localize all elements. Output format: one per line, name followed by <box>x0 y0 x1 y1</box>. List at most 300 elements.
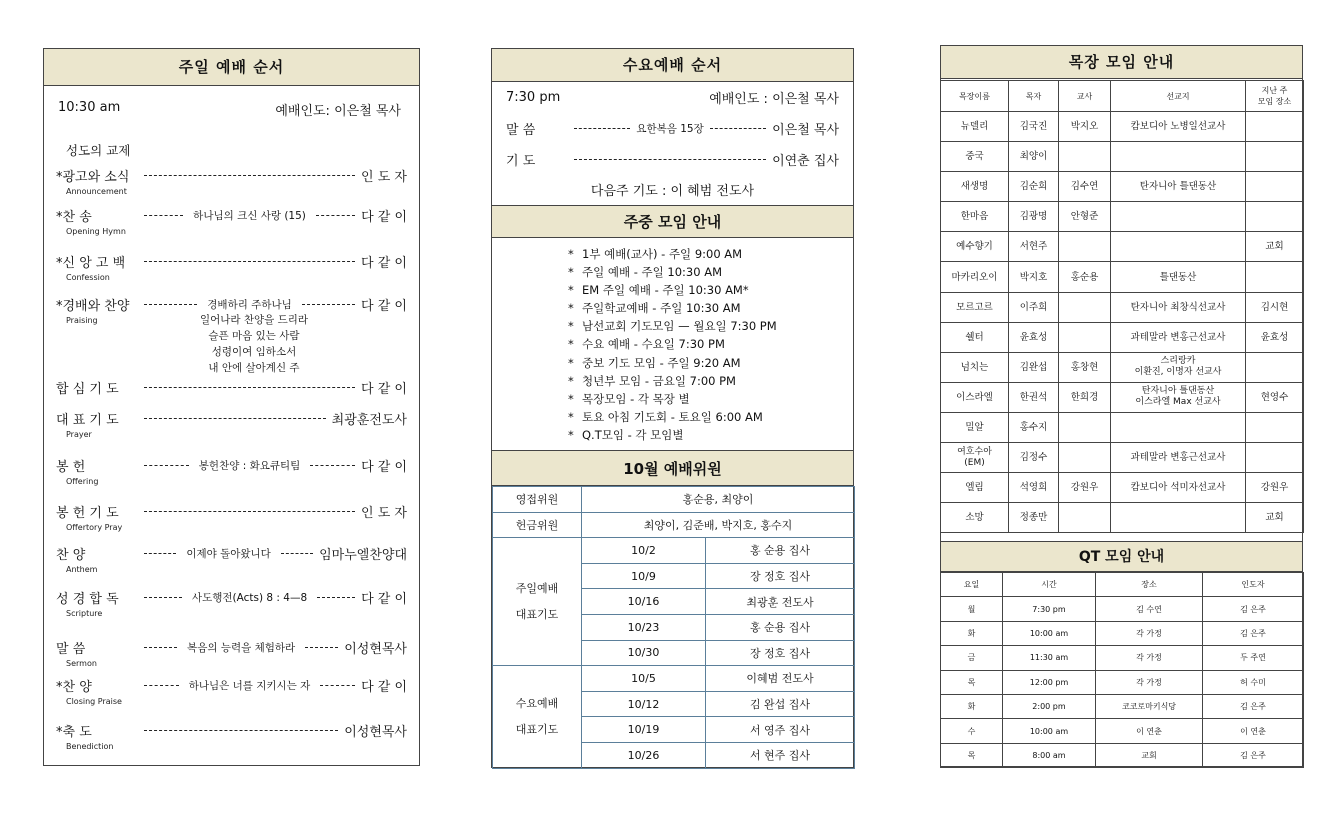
order-item-detail: 하나님은 너를 지키시는 자 <box>188 679 311 692</box>
place-cell: 각 가정 <box>1096 621 1203 645</box>
day-cell: 화 <box>941 621 1003 645</box>
order-item-english: Offertory Pray <box>66 523 123 532</box>
table-row <box>941 719 1304 743</box>
table-row <box>493 487 855 513</box>
mission-cell <box>1111 232 1246 262</box>
teacher-cell: 홍창현 <box>1059 352 1111 382</box>
header-cell: 교사 <box>1059 81 1111 112</box>
bullet-icon: * <box>568 355 574 370</box>
dotted-leader <box>144 418 326 419</box>
group-name-cell: 중국 <box>941 142 1009 172</box>
order-item-english: Prayer <box>66 430 92 439</box>
wednesday-prayer-person: 이연춘 집사 <box>772 154 839 169</box>
table-row <box>493 512 855 538</box>
order-item-name: 대 표 기 도 <box>56 412 119 428</box>
dotted-leader <box>144 387 355 388</box>
leader-cell: 윤효성 <box>1009 322 1059 352</box>
table-row <box>941 597 1304 621</box>
mission-cell: 틀댄동산 <box>1111 262 1246 292</box>
dotted-leader <box>144 261 355 262</box>
name-cell: 장 정호 집사 <box>706 563 855 589</box>
group-name-cell: 예수향기 <box>941 232 1009 262</box>
offering-label: 헌금위원 <box>493 512 582 538</box>
order-item-person: 이성현목사 <box>344 641 407 657</box>
leader-cell: 김 은주 <box>1203 621 1304 645</box>
mission-cell <box>1111 412 1246 442</box>
bullet-icon: * <box>568 265 574 280</box>
wednesday-prayer-row <box>506 150 839 169</box>
sunday-service-leader: 예배인도: 이은철 목사 <box>275 104 401 119</box>
leader-cell: 정종만 <box>1009 503 1059 533</box>
day-cell: 수 <box>941 719 1003 743</box>
wednesday-time: 7:30 pm <box>506 90 561 105</box>
day-cell: 목 <box>941 670 1003 694</box>
mission-cell: 탄자니아 최창식선교사 <box>1111 292 1246 322</box>
weekly-meeting-text: 주일 예배 - 주일 10:30 AM <box>582 265 723 280</box>
dotted-leader <box>574 128 630 129</box>
time-cell: 11:30 am <box>1003 646 1096 670</box>
offering-names: 최양이, 김준배, 박지호, 홍수지 <box>582 512 855 538</box>
weekly-meetings-list <box>568 245 777 444</box>
weekly-meeting-item <box>568 408 777 426</box>
wednesday-leader: 예배인도 : 이은철 목사 <box>709 92 839 107</box>
order-item-name: *신 앙 고 백 <box>56 255 126 271</box>
group-name-cell: 뉴델리 <box>941 112 1009 142</box>
mission-cell <box>1111 142 1246 172</box>
mission-cell <box>1111 382 1246 412</box>
leader-cell: 박지호 <box>1009 262 1059 292</box>
name-cell: 홍 순용 집사 <box>706 538 855 564</box>
bullet-icon: * <box>568 301 574 316</box>
group-name-cell: 모르고르 <box>941 292 1009 322</box>
sunday-service-title: 주일 예배 순서 <box>44 49 419 86</box>
wednesday-sermon-text: 요한복음 15장 <box>636 123 704 135</box>
weekly-meeting-text: 남선교회 기도모임 — 월요일 7:30 PM <box>582 319 777 334</box>
order-item-detail: 봉헌찬양 : 화요큐티팀 <box>198 459 301 472</box>
group-name-cell: 쉘터 <box>941 322 1009 352</box>
table-row <box>941 202 1304 232</box>
time-cell: 7:30 pm <box>1003 597 1096 621</box>
weekly-meeting-item <box>568 245 777 263</box>
weekly-meetings-title: 주중 모임 안내 <box>492 205 853 238</box>
cell-line: 탄자니아 틀댄동산 <box>1141 386 1215 397</box>
order-item-name: 말 씀 <box>56 641 86 657</box>
october-committee-title: 10월 예배위원 <box>492 450 853 486</box>
bullet-icon: * <box>568 319 574 334</box>
sunday-prayer-label <box>493 538 582 666</box>
header-cell-line: 지난 주 <box>1261 86 1288 95</box>
order-item <box>56 501 407 521</box>
dotted-leader <box>316 215 355 216</box>
order-item <box>56 294 407 314</box>
time-cell: 10:00 am <box>1003 621 1096 645</box>
table-row <box>941 232 1304 262</box>
teacher-cell: 김수연 <box>1059 172 1111 202</box>
group-name-cell: 한마음 <box>941 202 1009 232</box>
weekly-meeting-item <box>568 317 777 335</box>
group-name-cell: 넘치는 <box>941 352 1009 382</box>
leader-cell: 김국진 <box>1009 112 1059 142</box>
dotted-leader <box>144 685 179 686</box>
order-item-detail: 복음의 능력을 체험하라 <box>187 641 296 654</box>
day-cell: 월 <box>941 597 1003 621</box>
wednesday-prayer-label: 기 도 <box>506 154 536 169</box>
dotted-leader <box>317 597 355 598</box>
weekly-meeting-text: 주일학교예배 - 주일 10:30 AM <box>582 301 741 316</box>
place-cell <box>1246 172 1304 202</box>
date-cell: 10/2 <box>582 538 706 564</box>
day-cell: 금 <box>941 646 1003 670</box>
order-item-person: 이성현목사 <box>344 724 407 740</box>
group-name-cell: 이스라엘 <box>941 382 1009 412</box>
table-row <box>941 262 1304 292</box>
weekly-meeting-item <box>568 299 777 317</box>
order-item-detail: 경배하리 주하나님 <box>207 298 292 311</box>
mission-cell: 과테말라 변홍근선교사 <box>1111 443 1246 473</box>
weekly-meeting-item <box>568 335 777 353</box>
place-cell: 윤효성 <box>1246 322 1304 352</box>
time-cell: 2:00 pm <box>1003 694 1096 718</box>
place-cell <box>1246 202 1304 232</box>
table-row <box>941 443 1304 473</box>
order-item-person: 다 같 이 <box>361 298 407 314</box>
place-cell: 김 수연 <box>1096 597 1203 621</box>
order-item-english: Sermon <box>66 659 97 668</box>
dotted-leader <box>574 159 766 160</box>
order-item-person: 다 같 이 <box>361 591 408 607</box>
order-item-name: 성 경 합 독 <box>56 591 119 607</box>
mission-cell <box>1111 202 1246 232</box>
dotted-leader <box>144 730 338 731</box>
dotted-leader <box>281 553 313 554</box>
order-item-person: 다 같 이 <box>361 209 408 225</box>
order-item-english: Praising <box>66 316 98 325</box>
weekly-meeting-text: 토요 아침 기도회 - 토요일 6:00 AM <box>582 409 763 424</box>
table-row <box>941 670 1304 694</box>
order-item-name: *축 도 <box>56 724 92 740</box>
table-row <box>941 412 1304 442</box>
time-cell: 12:00 pm <box>1003 670 1096 694</box>
qt-title: QT 모임 안내 <box>941 541 1302 572</box>
order-item <box>56 251 407 271</box>
dotted-leader <box>144 553 176 554</box>
bullet-icon: * <box>568 391 574 406</box>
header-cell <box>1246 81 1304 112</box>
mission-cell: 캄보디아 석미자선교사 <box>1111 473 1246 503</box>
place-cell: 교회 <box>1096 743 1203 767</box>
order-item-detail: 사도행전(Acts) 8 : 4—8 <box>191 591 308 604</box>
order-item <box>56 675 407 695</box>
order-item-english: Offering <box>66 477 99 486</box>
teacher-cell: 강원우 <box>1059 473 1111 503</box>
table-row <box>941 322 1304 352</box>
mokjang-table <box>940 80 1304 533</box>
mission-cell: 탄자니아 틀댄동산 <box>1111 172 1246 202</box>
table-header-row <box>941 81 1304 112</box>
cell-line: 여호수아 <box>957 446 992 457</box>
wednesday-time-row <box>506 88 839 107</box>
order-item <box>56 720 407 740</box>
leader-cell: 김 은주 <box>1203 743 1304 767</box>
leader-cell: 서현주 <box>1009 232 1059 262</box>
weekly-meeting-item <box>568 263 777 281</box>
order-item <box>56 455 407 475</box>
teacher-cell: 홍순용 <box>1059 262 1111 292</box>
table-row <box>941 694 1304 718</box>
table-row <box>493 666 855 692</box>
name-cell: 김 완섭 집사 <box>706 691 855 717</box>
wednesday-prayer-table-label <box>493 666 582 768</box>
header-cell: 시간 <box>1003 573 1096 597</box>
place-cell: 교회 <box>1246 232 1304 262</box>
mokjang-title: 목장 모임 안내 <box>941 46 1302 79</box>
order-item <box>56 377 407 397</box>
order-item-person: 인 도 자 <box>361 505 407 521</box>
order-item <box>56 587 407 607</box>
order-item-person: 인 도 자 <box>361 169 407 185</box>
weekly-meeting-text: 청년부 모임 - 금요일 7:00 PM <box>582 373 736 388</box>
group-name-cell: 밀알 <box>941 412 1009 442</box>
place-cell <box>1246 443 1304 473</box>
wednesday-sermon-label: 말 씀 <box>506 123 536 138</box>
teacher-cell <box>1059 412 1111 442</box>
weekly-meeting-item <box>568 372 777 390</box>
order-item-name: 찬 양 <box>56 547 86 563</box>
qt-table <box>940 572 1304 768</box>
small-group-panel <box>940 45 1303 767</box>
mission-cell: 과테말라 변홍근선교사 <box>1111 322 1246 352</box>
dotted-leader <box>302 304 355 305</box>
sunday-service-order-panel <box>43 48 420 766</box>
dotted-leader <box>320 685 355 686</box>
place-cell: 각 가정 <box>1096 670 1203 694</box>
cell-line: 스리랑카 <box>1160 356 1196 367</box>
name-cell: 이혜범 전도사 <box>706 666 855 692</box>
group-name-cell <box>941 443 1009 473</box>
header-cell: 목자 <box>1009 81 1059 112</box>
dotted-leader <box>144 511 355 512</box>
name-cell: 장 정호 집사 <box>706 640 855 666</box>
bullet-icon: * <box>568 373 574 388</box>
order-item-english: Anthem <box>66 565 98 574</box>
order-item <box>56 543 407 563</box>
order-item-person: 임마누엘찬양대 <box>319 547 408 563</box>
name-cell: 홍 순용 집사 <box>706 614 855 640</box>
table-header-row <box>941 573 1304 597</box>
leader-cell: 한권석 <box>1009 382 1059 412</box>
order-item-english: Confession <box>66 273 110 282</box>
weekly-meeting-item <box>568 426 777 444</box>
leader-cell: 김완섭 <box>1009 352 1059 382</box>
place-cell <box>1246 412 1304 442</box>
order-item-name: *경배와 찬양 <box>56 298 130 314</box>
leader-cell: 김정수 <box>1009 443 1059 473</box>
place-cell <box>1246 142 1304 172</box>
mission-cell <box>1111 352 1246 382</box>
dotted-leader <box>310 465 355 466</box>
weekly-meeting-item <box>568 354 777 372</box>
place-cell: 각 가정 <box>1096 646 1203 670</box>
time-cell: 8:00 am <box>1003 743 1096 767</box>
date-cell: 10/9 <box>582 563 706 589</box>
table-row <box>941 142 1304 172</box>
order-item-name: 봉 헌 기 도 <box>56 505 119 521</box>
sunday-prayer-label-line: 주일예배 <box>515 581 559 595</box>
group-name-cell: 마카리오이 <box>941 262 1009 292</box>
wednesday-and-weekly-panel <box>491 48 854 768</box>
leader-cell: 이주희 <box>1009 292 1059 322</box>
order-item <box>56 205 407 225</box>
cell-line: 이환진, 이명자 선교사 <box>1134 367 1222 378</box>
header-cell: 요일 <box>941 573 1003 597</box>
leader-cell: 허 수미 <box>1203 670 1304 694</box>
header-cell: 인도자 <box>1203 573 1304 597</box>
leader-cell: 두 주연 <box>1203 646 1304 670</box>
date-cell: 10/5 <box>582 666 706 692</box>
praise-song: 일어나라 찬양을 드리라 <box>199 314 309 326</box>
date-cell: 10/16 <box>582 589 706 615</box>
committee-table <box>492 486 855 769</box>
day-cell: 화 <box>941 694 1003 718</box>
order-item-name: *찬 양 <box>56 679 92 695</box>
dotted-leader <box>144 597 182 598</box>
order-item-english: Announcement <box>66 187 127 196</box>
weekly-meeting-item <box>568 281 777 299</box>
cell-line: (EM) <box>964 457 985 468</box>
place-cell <box>1246 112 1304 142</box>
praise-song: 슬픈 마음 있는 사람 <box>208 330 300 342</box>
praise-song: 성령이여 임하소서 <box>211 346 297 358</box>
dotted-leader <box>710 128 766 129</box>
order-item-english: Scripture <box>66 609 103 618</box>
table-row <box>941 473 1304 503</box>
sunday-prayer-label-line: 대표기도 <box>515 607 559 621</box>
weekly-meeting-text: 목장모임 - 각 목장 별 <box>582 391 690 406</box>
day-cell: 목 <box>941 743 1003 767</box>
table-row <box>941 292 1304 322</box>
weekly-meeting-item <box>568 390 777 408</box>
sunday-service-time: 10:30 am <box>58 100 121 115</box>
teacher-cell <box>1059 142 1111 172</box>
wednesday-prayer-label-line: 대표기도 <box>515 722 559 736</box>
dotted-leader <box>144 304 197 305</box>
table-row <box>941 621 1304 645</box>
leader-cell: 이 연춘 <box>1203 719 1304 743</box>
fellowship-label: 성도의 교제 <box>66 143 131 158</box>
greeters-names: 홍순용, 최양이 <box>582 487 855 513</box>
place-cell: 이 연춘 <box>1096 719 1203 743</box>
weekly-meeting-text: 1부 예배(교사) - 주일 9:00 AM <box>582 247 743 261</box>
table-row <box>941 352 1304 382</box>
bullet-icon: * <box>568 247 574 261</box>
leader-cell: 김 은주 <box>1203 597 1304 621</box>
order-item <box>56 408 407 428</box>
teacher-cell: 한희경 <box>1059 382 1111 412</box>
praise-song: 내 안에 살아계신 주 <box>208 362 300 374</box>
place-cell: 강원우 <box>1246 473 1304 503</box>
leader-cell: 김 은주 <box>1203 694 1304 718</box>
greeters-label: 영접위원 <box>493 487 582 513</box>
header-cell: 선교지 <box>1111 81 1246 112</box>
leader-cell: 최양이 <box>1009 142 1059 172</box>
group-name-cell: 소망 <box>941 503 1009 533</box>
place-cell: 김시현 <box>1246 292 1304 322</box>
order-item-person: 다 같 이 <box>361 459 408 475</box>
header-cell-line: 모임 장소 <box>1257 97 1292 106</box>
bullet-icon: * <box>568 427 574 442</box>
dotted-leader <box>144 647 177 648</box>
group-name-cell: 엘림 <box>941 473 1009 503</box>
mission-cell <box>1111 503 1246 533</box>
date-cell: 10/23 <box>582 614 706 640</box>
order-item-person: 다 같 이 <box>361 381 407 397</box>
date-cell: 10/30 <box>582 640 706 666</box>
place-cell: 현영수 <box>1246 382 1304 412</box>
order-item <box>56 637 407 657</box>
order-item-name: 합 심 기 도 <box>56 381 119 397</box>
table-row <box>941 743 1304 767</box>
order-item-name: *찬 송 <box>56 209 92 225</box>
wednesday-sermon-row <box>506 119 839 138</box>
group-name-cell: 새생명 <box>941 172 1009 202</box>
order-item-name: *광고와 소식 <box>56 169 130 185</box>
order-item-person: 다 같 이 <box>361 679 408 695</box>
order-item-english: Closing Praise <box>66 697 122 706</box>
order-item-english: Opening Hymn <box>66 227 126 236</box>
order-item-detail: 하나님의 크신 사랑 (15) <box>193 209 306 222</box>
teacher-cell <box>1059 232 1111 262</box>
bullet-icon: * <box>568 337 574 352</box>
wednesday-prayer-label-line: 수요예배 <box>515 696 559 710</box>
name-cell: 최광훈 전도사 <box>706 589 855 615</box>
teacher-cell <box>1059 443 1111 473</box>
time-cell: 10:00 am <box>1003 719 1096 743</box>
table-row <box>941 646 1304 670</box>
praise-song-list <box>174 312 334 376</box>
header-cell: 장소 <box>1096 573 1203 597</box>
teacher-cell <box>1059 322 1111 352</box>
bullet-icon: * <box>568 409 574 424</box>
weekly-meeting-text: 수요 예배 - 수요일 7:30 PM <box>582 337 725 352</box>
place-cell <box>1246 262 1304 292</box>
order-item <box>56 165 407 185</box>
bullet-icon: * <box>568 283 574 298</box>
mission-cell: 캄보디아 노병일선교사 <box>1111 112 1246 142</box>
weekly-meeting-text: Q.T모임 - 각 모임별 <box>582 427 684 442</box>
teacher-cell: 박지오 <box>1059 112 1111 142</box>
date-cell: 10/26 <box>582 742 706 768</box>
table-row <box>493 538 855 564</box>
dotted-leader <box>144 215 183 216</box>
dotted-leader <box>144 175 355 176</box>
date-cell: 10/19 <box>582 717 706 743</box>
teacher-cell <box>1059 292 1111 322</box>
teacher-cell <box>1059 503 1111 533</box>
order-item-detail: 이제야 돌아왔니다 <box>186 547 271 560</box>
leader-cell: 김순희 <box>1009 172 1059 202</box>
table-row <box>941 503 1304 533</box>
wednesday-sermon-speaker: 이은철 목사 <box>772 123 840 138</box>
weekly-meeting-text: EM 주일 예배 - 주일 10:30 AM* <box>582 283 749 298</box>
order-item-name: 봉 헌 <box>56 459 86 475</box>
next-week-prayer: 다음주 기도 : 이 혜범 전도사 <box>590 184 755 199</box>
wednesday-service-title: 수요예배 순서 <box>492 49 853 82</box>
table-row <box>941 112 1304 142</box>
table-row <box>941 172 1304 202</box>
teacher-cell: 안형준 <box>1059 202 1111 232</box>
place-cell: 코코로마키식당 <box>1096 694 1203 718</box>
leader-cell: 김광명 <box>1009 202 1059 232</box>
